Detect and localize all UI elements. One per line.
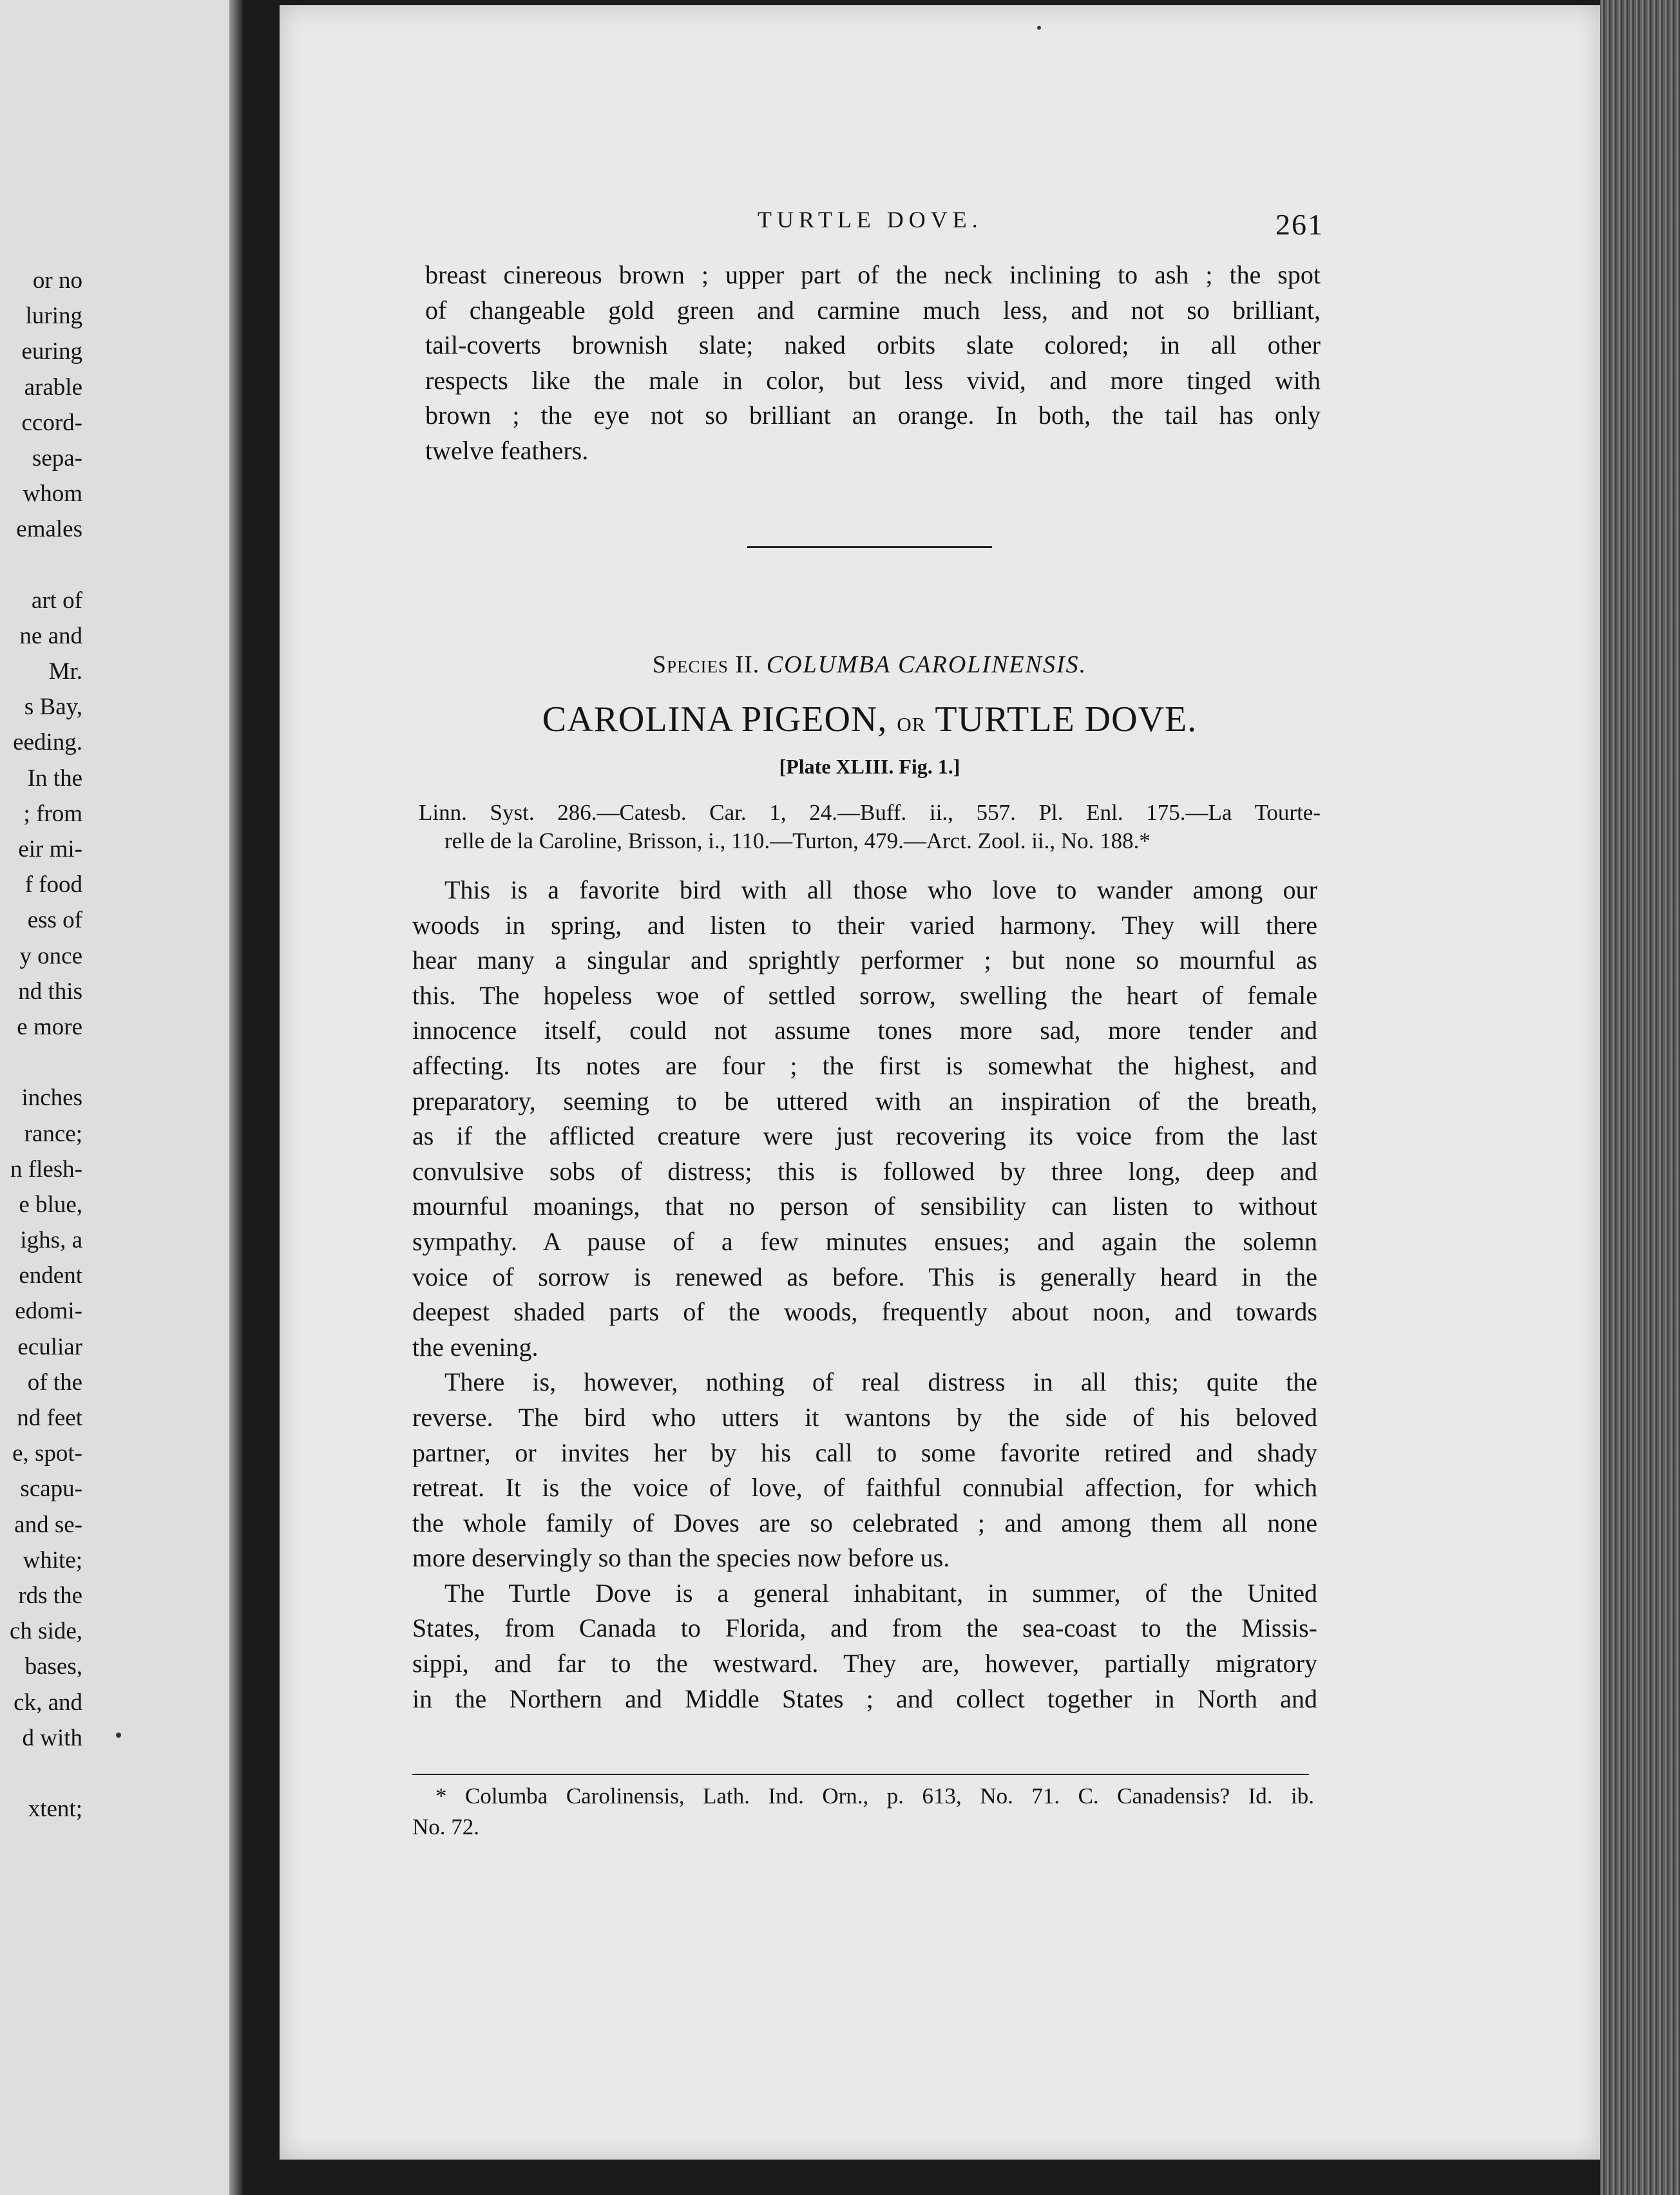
text-line: brown ; the eye not so brilliant an orange. In both, the tail has only: [425, 401, 1321, 430]
text-line: convulsive sobs of distress; this is followed by three long, deep and: [412, 1156, 1317, 1186]
facing-page-fragment: bases,: [24, 1653, 82, 1680]
text-line: twelve feathers.: [425, 435, 589, 465]
facing-page-fragment: ch side,: [9, 1618, 82, 1645]
text-line: sympathy. A pause of a few minutes ensues; and again the solemn: [412, 1226, 1317, 1256]
text-line: affecting. Its notes are four ; the first is somewhat the highest, and: [412, 1050, 1317, 1080]
text-line: There is, however, nothing of real distress in all this; quite the: [444, 1367, 1317, 1397]
facing-page: [0, 0, 243, 2195]
plate-reference: [Plate XLIII. Fig. 1.]: [779, 755, 960, 778]
facing-page-fragment: ne and: [19, 622, 82, 649]
facing-page-fragment: ck, and: [14, 1689, 82, 1716]
facing-page-fragment: nd feet: [17, 1405, 82, 1431]
facing-page-fragment: luring: [25, 303, 82, 330]
species-label: Species II.: [652, 651, 760, 678]
title-primary: CAROLINA PIGEON,: [542, 699, 888, 739]
facing-page-fragment: sepa-: [32, 444, 82, 471]
facing-page-fragment: eir mi-: [18, 836, 82, 862]
facing-page-fragment: of the: [27, 1369, 82, 1396]
text-line: more deservingly so than the species now before us.: [412, 1543, 950, 1573]
synonymy-block: [419, 799, 1321, 855]
text-line: the evening.: [412, 1332, 539, 1362]
facing-page-fragment: In the: [27, 765, 82, 792]
text-line: tail-coverts brownish slate; naked orbits slate colored; in all other: [425, 330, 1321, 360]
text-line: hear many a singular and sprightly performer ; but none so mournful as: [412, 945, 1317, 975]
facing-page-fragment: s Bay,: [24, 694, 82, 721]
article-title: [419, 699, 1321, 740]
text-line: partner, or invites her by his call to some favorite retired and shady: [412, 1438, 1317, 1467]
facing-page-fragment: Mr.: [48, 658, 82, 685]
footnote-rule: [412, 1774, 1309, 1775]
text-line: breast cinereous brown ; upper part of the neck inclining to ash ; the spot: [425, 260, 1321, 289]
main-text: [412, 873, 1317, 1716]
scan-speck: [116, 1733, 121, 1738]
facing-page-fragment: endent: [19, 1262, 82, 1289]
facing-page-fragment: and se-: [14, 1511, 82, 1538]
facing-page-fragment: f food: [24, 871, 82, 898]
facing-page-fragment: arable: [24, 374, 82, 401]
species-heading: [419, 651, 1321, 679]
text-line: mournful moanings, that no person of sensibility can listen to without: [412, 1192, 1317, 1221]
facing-page-fragment: rance;: [24, 1120, 82, 1147]
running-head: TURTLE DOVE.: [758, 207, 983, 233]
facing-page-fragment: art of: [31, 587, 82, 614]
title-conjunction: or: [897, 706, 926, 737]
footnote-line: No. 72.: [412, 1814, 480, 1839]
facing-page-fragment: ccord-: [21, 409, 82, 436]
text-line: The Turtle Dove is a general inhabitant, in summer, of the United: [444, 1578, 1317, 1608]
facing-page-fragment: e blue,: [19, 1191, 82, 1218]
facing-page-fragment: e more: [17, 1013, 82, 1040]
text-line: as if the afflicted creature were just recovering its voice from the last: [412, 1121, 1317, 1151]
text-line: deepest shaded parts of the woods, frequently about noon, and towards: [412, 1297, 1317, 1327]
facing-page-fragment: scapu-: [20, 1476, 82, 1503]
text-line: sippi, and far to the westward. They are, however, partially migratory: [412, 1649, 1317, 1678]
facing-page-fragment: or no: [32, 267, 82, 294]
text-line: the whole family of Doves are so celebrated ; and among them all none: [412, 1508, 1317, 1537]
text-line: reverse. The bird who utters it wantons by the side of his beloved: [412, 1402, 1317, 1432]
facing-page-fragment: euring: [21, 338, 82, 365]
facing-page-fragment: ighs, a: [20, 1227, 82, 1254]
facing-page-fragment: emales: [16, 516, 82, 543]
text-line: woods in spring, and listen to their varied harmony. They will there: [412, 910, 1317, 940]
text-line: of changeable gold green and carmine much less, and not so brilliant,: [425, 295, 1321, 325]
title-secondary: TURTLE DOVE.: [935, 699, 1198, 739]
book-gutter-shadow: [229, 0, 243, 2195]
synonymy-line: relle de la Caroline, Brisson, i., 110.—Turton, 479.—Arct. Zool. ii., No. 188.*: [444, 828, 1150, 853]
facing-page-fragment: edomi-: [15, 1298, 82, 1325]
text-line: This is a favorite bird with all those who love to wander among our: [444, 875, 1317, 904]
facing-page-fragment: d with: [22, 1724, 82, 1751]
facing-page-fragment: e, spot-: [12, 1440, 82, 1467]
text-line: retreat. It is the voice of love, of faithful connubial affection, for which: [412, 1473, 1317, 1503]
facing-page-fragment: [0, 547, 82, 583]
facing-page-fragment: y once: [19, 942, 82, 969]
text-line: innocence itself, could not assume tones more sad, more tender and: [412, 1016, 1317, 1045]
scan-speck: [1037, 26, 1041, 30]
footnote-line: * Columba Carolinensis, Lath. Ind. Orn., p. 613, No. 71. C. Canadensis? Id. ib.: [435, 1783, 1314, 1809]
page-number: 261: [1275, 208, 1324, 241]
text-line: voice of sorrow is renewed as before. This is generally heard in the: [412, 1262, 1317, 1291]
facing-page-fragment: n flesh-: [10, 1155, 82, 1183]
facing-page-fragment: rds the: [18, 1582, 82, 1609]
section-divider: [747, 546, 992, 548]
synonymy-line: Linn. Syst. 286.—Catesb. Car. 1, 24.—Buff. ii., 557. Pl. Enl. 175.—La Tourte-: [419, 800, 1321, 825]
text-line: this. The hopeless woe of settled sorrow, swelling the heart of female: [412, 980, 1317, 1010]
text-line: respects like the male in color, but less vivid, and more tinged with: [425, 365, 1321, 395]
facing-page-fragment: white;: [23, 1546, 82, 1573]
text-line: in the Northern and Middle States ; and collect together in North and: [412, 1684, 1317, 1713]
facing-page-fragment: eculiar: [17, 1333, 82, 1360]
text-line: States, from Canada to Florida, and from the sea-coast to the Missis-: [412, 1613, 1317, 1643]
footnote: [412, 1781, 1314, 1843]
page-edges: [1600, 0, 1680, 2195]
facing-page-fragment: whom: [23, 480, 82, 508]
facing-page-fragment: [0, 1045, 82, 1080]
text-line: preparatory, seeming to be uttered with an inspiration of the breath,: [412, 1086, 1317, 1116]
facing-page-fragment: nd this: [18, 978, 82, 1005]
facing-page-fragment: inches: [21, 1085, 82, 1112]
species-latin-name: COLUMBA CAROLINENSIS.: [766, 651, 1087, 678]
continued-paragraph: [425, 258, 1321, 469]
facing-page-fragment: [0, 1756, 82, 1791]
facing-page-fragment: xtent;: [28, 1796, 82, 1823]
facing-page-fragment: ; from: [23, 800, 82, 827]
facing-page-text-fragments: [0, 263, 82, 1827]
facing-page-fragment: ess of: [27, 907, 82, 934]
facing-page-fragment: eeding.: [13, 729, 82, 756]
